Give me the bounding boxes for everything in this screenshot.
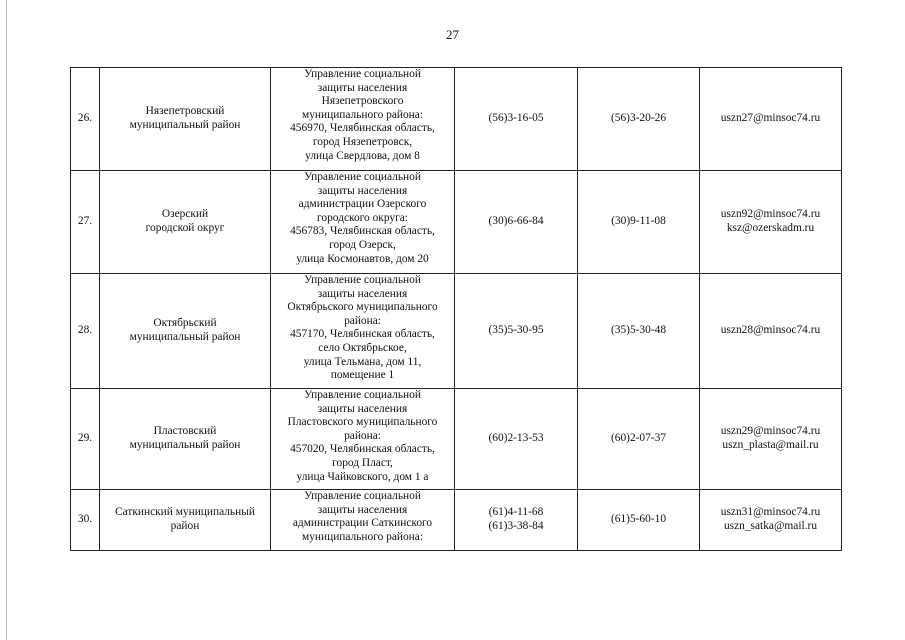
address-line: муниципального района: bbox=[302, 108, 423, 121]
page-edge bbox=[6, 0, 7, 640]
row-number: 28. bbox=[77, 324, 93, 337]
phone-cell bbox=[455, 171, 578, 274]
email-cell bbox=[700, 68, 842, 171]
email-line: uszn92@minsoc74.ru bbox=[720, 208, 821, 221]
table-row bbox=[71, 490, 842, 551]
municipality-cell bbox=[100, 490, 271, 551]
phone-line: (56)3-16-05 bbox=[488, 112, 544, 125]
address-line: защиты населения bbox=[317, 503, 408, 516]
row-number: 29. bbox=[77, 432, 93, 445]
address-line: село Октябрьское, bbox=[318, 341, 407, 354]
fax-cell bbox=[578, 490, 700, 551]
name-line: муниципальный район bbox=[129, 119, 241, 131]
address-line: района: bbox=[344, 429, 381, 442]
name-line: Саткинский муниципальный bbox=[115, 506, 255, 519]
email-line: uszn27@minsoc74.ru bbox=[720, 112, 821, 125]
fax-cell bbox=[578, 389, 700, 490]
phone-cell bbox=[455, 389, 578, 490]
email-line: uszn29@minsoc74.ru bbox=[720, 425, 821, 438]
address-line: улица Космонавтов, дом 20 bbox=[296, 252, 429, 265]
municipality-cell bbox=[100, 68, 271, 171]
address-line: городского округа: bbox=[317, 211, 408, 224]
row-number-cell bbox=[71, 490, 100, 551]
page-number: 27 bbox=[446, 27, 459, 42]
address-line: защиты населения bbox=[317, 184, 408, 197]
address-line: город Пласт, bbox=[332, 456, 393, 469]
address-line: 457170, Челябинская область, bbox=[290, 328, 435, 341]
municipality-cell bbox=[100, 171, 271, 274]
address-line: улица Чайковского, дом 1 а bbox=[296, 470, 429, 483]
email-line: uszn31@minsoc74.ru bbox=[720, 506, 821, 519]
fax-line: (60)2-07-37 bbox=[610, 432, 667, 445]
name-line: Озерский bbox=[161, 208, 209, 221]
address-line: муниципального района: bbox=[302, 530, 423, 543]
address-line: город Нязепетровск, bbox=[312, 135, 413, 148]
address-line: 457020, Челябинская область, bbox=[290, 443, 435, 456]
address-line: защиты населения bbox=[317, 81, 408, 94]
row-number-cell bbox=[71, 274, 100, 389]
email-line: ksz@ozerskadm.ru bbox=[726, 222, 815, 234]
fax-line: (61)5-60-10 bbox=[610, 513, 667, 526]
phone-line: (35)5-30-95 bbox=[488, 324, 544, 337]
table-row bbox=[71, 389, 842, 490]
contacts-table bbox=[70, 67, 842, 551]
email-line: uszn_satka@mail.ru bbox=[723, 520, 818, 532]
email-line: uszn_plasta@mail.ru bbox=[722, 439, 819, 451]
address-line: 456970, Челябинская область, bbox=[290, 122, 435, 135]
phone-cell bbox=[455, 68, 578, 171]
phone-line: (61)4-11-68 bbox=[488, 506, 544, 519]
municipality-cell bbox=[100, 389, 271, 490]
address-line: улица Тельмана, дом 11, bbox=[303, 355, 422, 368]
address-cell bbox=[271, 490, 455, 551]
address-line: администрации Озерского bbox=[298, 198, 427, 211]
name-line: муниципальный район bbox=[129, 331, 241, 343]
address-line: защиты населения bbox=[317, 402, 408, 415]
email-cell bbox=[700, 171, 842, 274]
name-line: городской округ bbox=[145, 222, 225, 234]
address-line: Нязепетровского bbox=[321, 95, 404, 108]
address-line: Управление социальной bbox=[304, 490, 421, 502]
table-body bbox=[71, 68, 842, 551]
fax-cell bbox=[578, 171, 700, 274]
fax-line: (35)5-30-48 bbox=[610, 324, 667, 337]
fax-cell bbox=[578, 274, 700, 389]
name-line: Нязепетровский bbox=[145, 105, 225, 118]
address-line: администрации Саткинского bbox=[292, 517, 433, 530]
row-number-cell bbox=[71, 68, 100, 171]
name-line: муниципальный район bbox=[129, 439, 241, 451]
row-number-cell bbox=[71, 389, 100, 490]
row-number-cell bbox=[71, 171, 100, 274]
address-line: улица Свердлова, дом 8 bbox=[305, 149, 420, 162]
phone-line: (30)6-66-84 bbox=[488, 215, 544, 228]
name-line: Пластовский bbox=[153, 425, 217, 438]
table-row bbox=[71, 171, 842, 274]
address-cell bbox=[271, 171, 455, 274]
fax-cell bbox=[578, 68, 700, 171]
email-cell bbox=[700, 389, 842, 490]
address-line: Управление социальной bbox=[304, 68, 421, 80]
email-cell bbox=[700, 490, 842, 551]
municipality-cell bbox=[100, 274, 271, 389]
row-number: 26. bbox=[77, 112, 93, 125]
address-line: Пластовского муниципального bbox=[287, 416, 438, 429]
address-cell bbox=[271, 68, 455, 171]
row-number: 30. bbox=[77, 513, 93, 526]
address-line: Управление социальной bbox=[304, 389, 421, 401]
address-line: района: bbox=[344, 314, 381, 327]
address-line: помещение 1 bbox=[330, 369, 395, 382]
name-line: район bbox=[170, 520, 200, 532]
address-line: Управление социальной bbox=[304, 274, 421, 286]
phone-cell bbox=[455, 490, 578, 551]
address-line: город Озерск, bbox=[329, 238, 396, 251]
table-row bbox=[71, 274, 842, 389]
address-line: Управление социальной bbox=[304, 171, 421, 183]
table-row bbox=[71, 68, 842, 171]
phone-cell bbox=[455, 274, 578, 389]
email-line: uszn28@minsoc74.ru bbox=[720, 324, 821, 337]
fax-line: (30)9-11-08 bbox=[611, 215, 666, 228]
fax-line: (56)3-20-26 bbox=[610, 112, 667, 125]
phone-line: (60)2-13-53 bbox=[488, 432, 544, 445]
address-line: 456783, Челябинская область, bbox=[290, 225, 435, 238]
address-line: Октябрьского муниципального bbox=[287, 301, 438, 314]
address-line: защиты населения bbox=[317, 287, 408, 300]
address-cell bbox=[271, 274, 455, 389]
email-cell bbox=[700, 274, 842, 389]
name-line: Октябрьский bbox=[153, 317, 217, 330]
row-number: 27. bbox=[77, 215, 93, 228]
address-cell bbox=[271, 389, 455, 490]
phone-line: (61)3-38-84 bbox=[488, 520, 544, 532]
